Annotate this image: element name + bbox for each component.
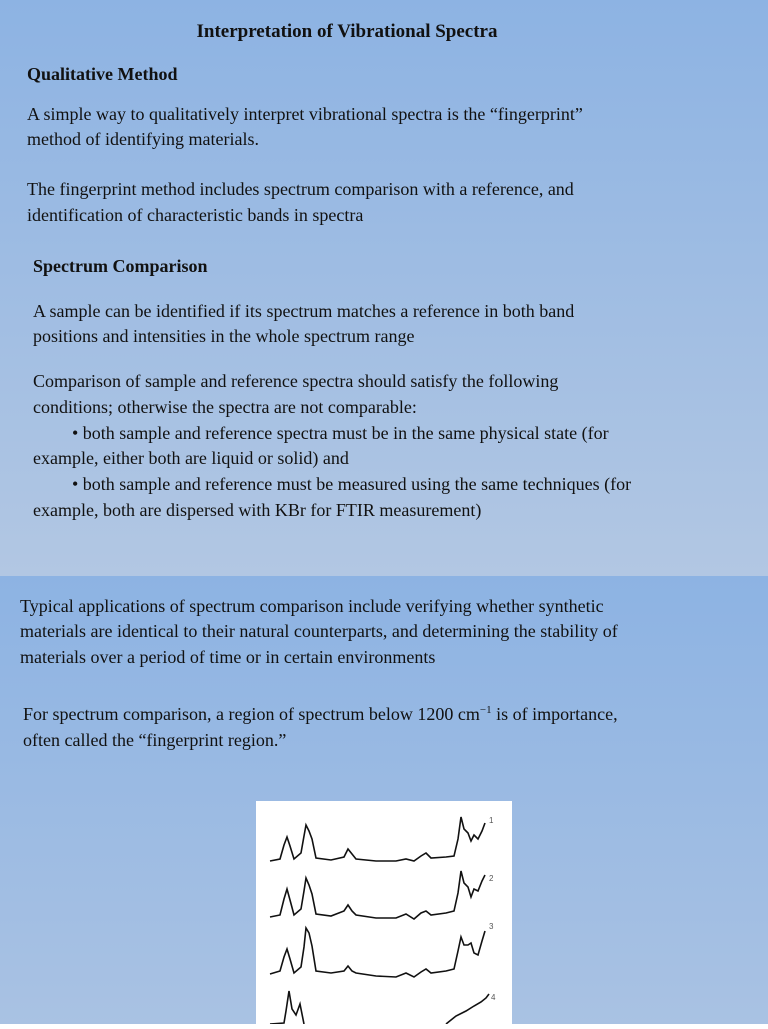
paragraph-line: positions and intensities in the whole spectrum range — [33, 326, 415, 346]
paragraph-line: The fingerprint method includes spectrum comparison with a reference, and — [27, 179, 574, 199]
paragraph-line: identification of characteristic bands in spectra — [27, 205, 364, 225]
paragraph-line: Comparison of sample and reference spectra should satisfy the following — [33, 371, 559, 391]
text: is of importance, — [491, 704, 618, 724]
spectra-plot — [256, 801, 512, 1024]
spectrum-2 — [270, 871, 485, 919]
bullet-line: • both sample and reference must be measured using the same techniques (for — [72, 474, 632, 494]
spectrum-4 — [270, 991, 489, 1024]
spectrum-1 — [270, 817, 485, 861]
heading-qualitative-method: Qualitative Method — [27, 64, 178, 84]
paragraph-line: A simple way to qualitatively interpret vibrational spectra is the “fingerprint” — [27, 104, 583, 124]
spectrum-label: 2 — [489, 874, 494, 883]
paragraph-line: Typical applications of spectrum comparison include verifying whether synthetic — [20, 596, 604, 616]
paragraph-line: example, both are dispersed with KBr for FTIR measurement) — [33, 500, 482, 520]
paragraph-line: materials over a period of time or in certain environments — [20, 647, 436, 667]
paragraph-line: conditions; otherwise the spectra are not comparable: — [33, 397, 417, 417]
paragraph-line: often called the “fingerprint region.” — [23, 730, 287, 750]
paragraph-line — [23, 702, 618, 728]
bullet-line: • both sample and reference spectra must be in the same physical state (for — [72, 423, 609, 443]
spectrum-label: 3 — [489, 922, 494, 931]
spectra-figure — [256, 801, 512, 1024]
spectrum-label: 1 — [489, 816, 494, 825]
slide-title: Interpretation of Vibrational Spectra — [196, 21, 498, 42]
superscript: −1 — [479, 704, 492, 716]
paragraph-line: materials are identical to their natural counterparts, and determining the stability of — [20, 621, 618, 641]
paragraph-line: method of identifying materials. — [27, 129, 259, 149]
text: For spectrum comparison, a region of spectrum below 1200 cm — [23, 704, 480, 724]
spectrum-label: 4 — [491, 993, 496, 1002]
paragraph-line: example, either both are liquid or solid) and — [33, 448, 349, 468]
heading-spectrum-comparison: Spectrum Comparison — [33, 256, 208, 276]
spectrum-3 — [270, 928, 485, 977]
paragraph-line: A sample can be identified if its spectrum matches a reference in both band — [33, 301, 575, 321]
